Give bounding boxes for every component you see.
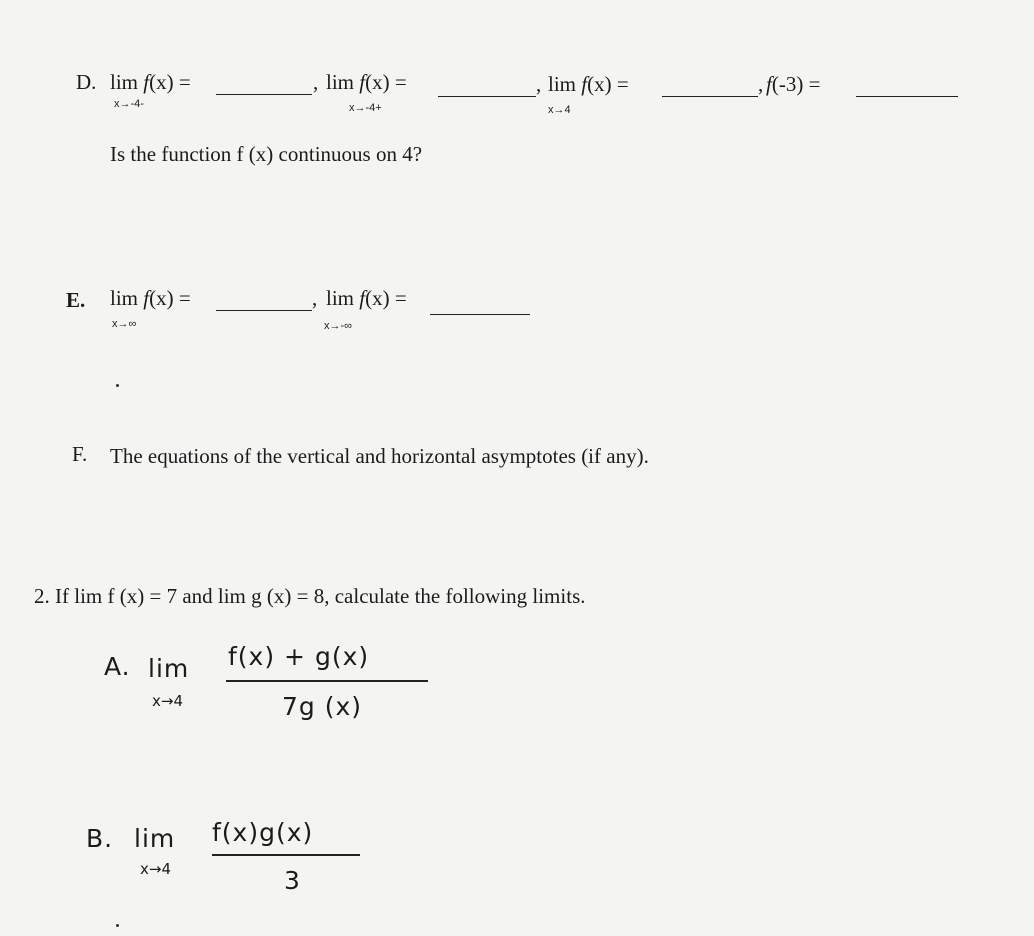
function-arg: (x) = <box>365 70 407 94</box>
answer-blank-d2[interactable] <box>438 82 536 97</box>
part-e-limit-neg-inf-subscript: x→-∞ <box>324 320 353 332</box>
function-arg: (-3) = <box>771 72 821 96</box>
part-f-label: F. <box>72 442 88 466</box>
function-name: f <box>581 72 588 96</box>
comma: , <box>536 72 542 96</box>
part-d-limit-right <box>326 70 407 95</box>
part-a-lim: lim <box>148 654 190 683</box>
part-a-numerator: f(x) + g(x) <box>228 642 370 671</box>
part-e-limit-pos-inf <box>110 286 191 311</box>
part-b-fraction-bar <box>212 854 360 856</box>
lim-word: lim <box>326 286 355 310</box>
part-e-label: E. <box>66 288 86 312</box>
part-a-fraction-bar <box>226 680 428 682</box>
part-d-limit-two-sided-subscript: x→4 <box>548 104 571 116</box>
function-name: f <box>359 70 366 94</box>
answer-blank-d1[interactable] <box>216 80 312 95</box>
function-name: f <box>143 70 150 94</box>
answer-blank-e1[interactable] <box>216 296 312 311</box>
function-arg: (x) = <box>587 72 629 96</box>
part-e-limit-pos-inf-subscript: x→∞ <box>112 318 137 330</box>
problem-2-statement: 2. If lim f (x) = 7 and lim g (x) = 8, calculate the following limits. <box>34 584 586 608</box>
comma: , <box>313 70 319 94</box>
part-b-label: B. <box>86 824 114 853</box>
part-a-lim-subscript: x→4 <box>152 692 183 710</box>
function-name: f <box>359 286 366 310</box>
part-a-denominator: 7g (x) <box>282 692 363 721</box>
lim-word: lim <box>110 70 139 94</box>
comma: , <box>312 286 318 310</box>
stray-mark <box>116 924 119 927</box>
comma: , <box>758 72 764 96</box>
lim-word: lim <box>548 72 577 96</box>
part-d-limit-right-subscript: x→-4+ <box>349 102 382 114</box>
stray-mark <box>116 384 119 387</box>
part-a-label: A. <box>104 652 131 681</box>
part-b-numerator: f(x)g(x) <box>212 818 314 847</box>
part-d-limit-two-sided <box>548 72 629 97</box>
function-name: f <box>143 286 150 310</box>
part-d-limit-left <box>110 70 191 95</box>
answer-blank-d4[interactable] <box>856 82 958 97</box>
part-f-text: The equations of the vertical and horizontal asymptotes (if any). <box>110 444 649 468</box>
part-d-continuity-question: Is the function f (x) continuous on 4? <box>110 142 423 166</box>
answer-blank-d3[interactable] <box>662 82 758 97</box>
answer-blank-e2[interactable] <box>430 300 530 315</box>
part-b-denominator: 3 <box>284 866 301 895</box>
function-arg: (x) = <box>365 286 407 310</box>
part-d-label: D. <box>76 70 97 94</box>
part-e-limit-neg-inf <box>326 286 407 311</box>
function-arg: (x) = <box>149 286 191 310</box>
function-name: f <box>766 72 772 96</box>
function-arg: (x) = <box>149 70 191 94</box>
lim-word: lim <box>110 286 139 310</box>
part-d-limit-left-subscript: x→-4- <box>114 98 144 110</box>
part-b-lim-subscript: x→4 <box>140 860 171 878</box>
part-d-function-value <box>766 72 820 97</box>
part-b-lim: lim <box>134 824 176 853</box>
lim-word: lim <box>326 70 355 94</box>
